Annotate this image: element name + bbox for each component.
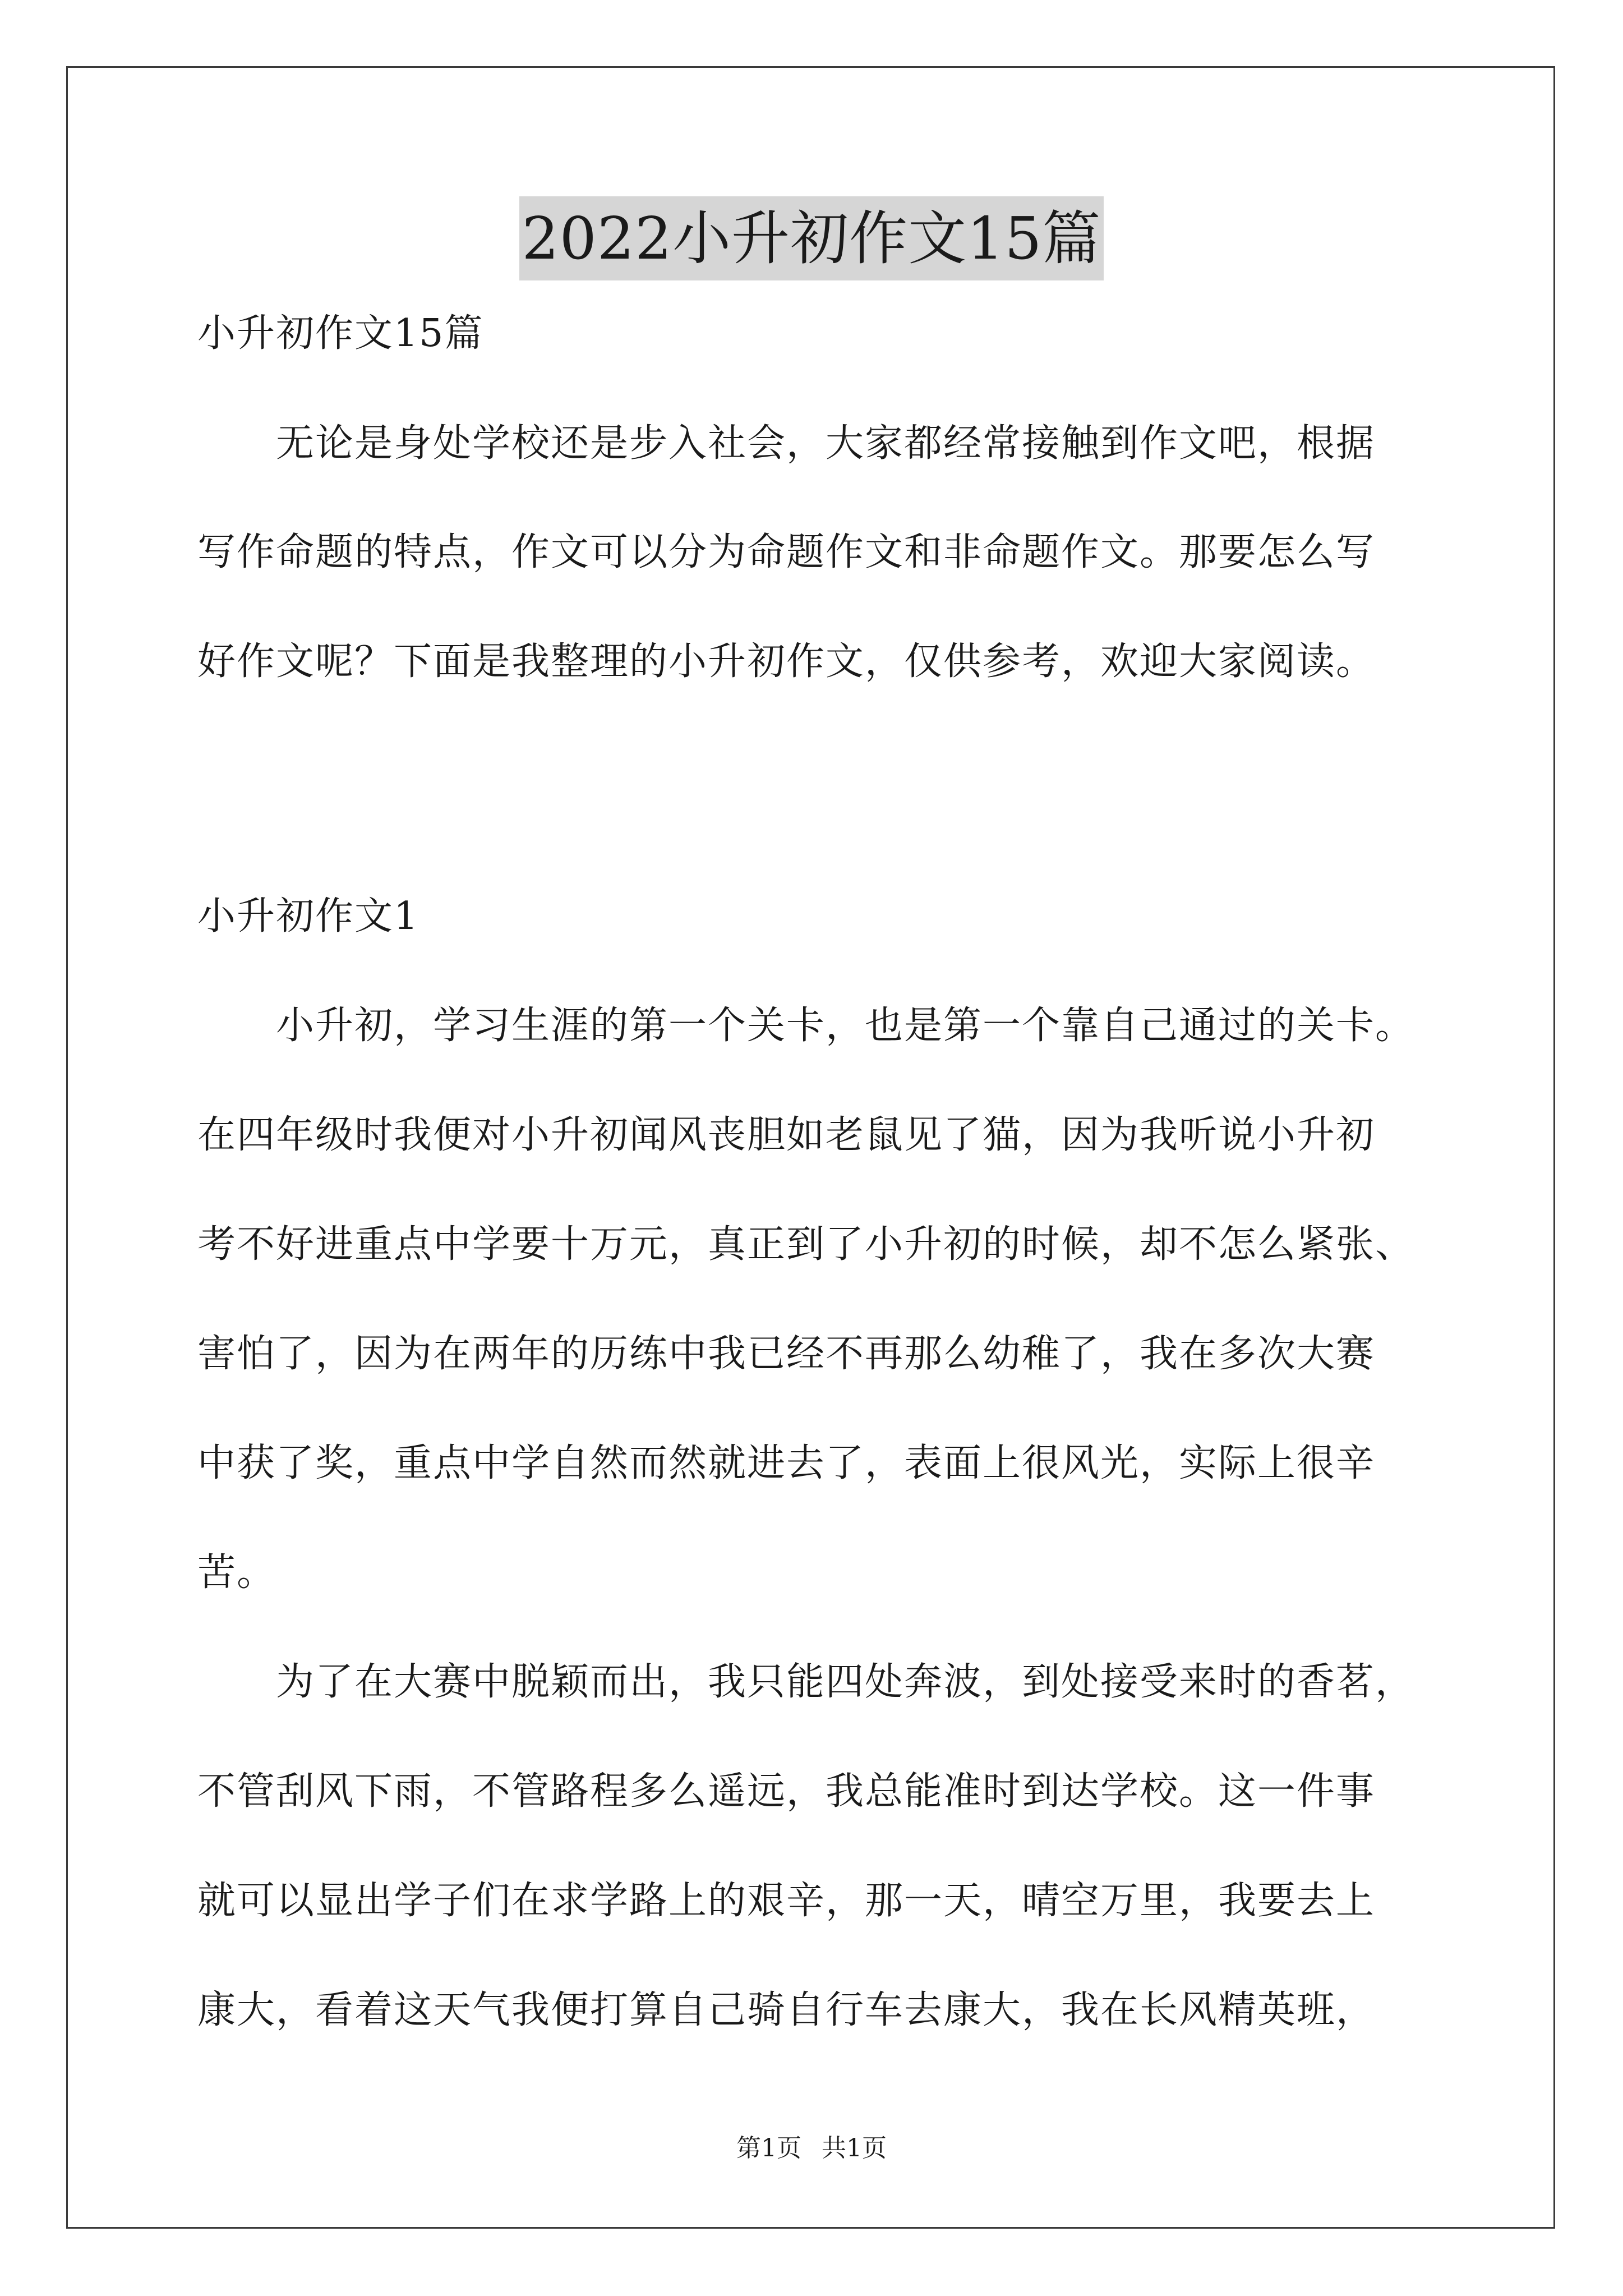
text-line: 无论是身处学校还是步入社会，大家都经常接触到作文吧，根据	[197, 421, 1376, 466]
text-line: 为了在大赛中脱颖而出，我只能四处奔波，到处接受来时的香茗，	[197, 1660, 1415, 1704]
page-number: 第1页	[736, 2134, 801, 2162]
text-line: 在四年级时我便对小升初闻风丧胆如老鼠见了猫，因为我听说小升初	[197, 1113, 1376, 1157]
text-line: 不管刮风下雨，不管路程多么遥远，我总能准时到达学校。这一件事	[197, 1769, 1376, 1814]
text-line: 考不好进重点中学要十万元，真正到了小升初的时候，却不怎么紧张、	[197, 1222, 1415, 1267]
page-total: 共1页	[822, 2134, 887, 2162]
text-line: 好作文呢？下面是我整理的小升初作文，仅供参考，欢迎大家阅读。	[197, 639, 1376, 684]
text-line: 小升初作文15篇	[197, 311, 484, 356]
text-line: 写作命题的特点，作文可以分为命题作文和非命题作文。那要怎么写	[197, 530, 1376, 574]
text-line: 小升初作文1	[197, 894, 419, 938]
document-title: 2022小升初作文15篇	[519, 196, 1103, 280]
text-line: 苦。	[197, 1550, 276, 1595]
text-line: 康大，看着这天气我便打算自己骑自行车去康大，我在长风精英班，	[197, 1988, 1376, 2032]
page-footer	[0, 2132, 1623, 2165]
text-line: 小升初，学习生涯的第一个关卡，也是第一个靠自己通过的关卡。	[197, 1004, 1415, 1048]
text-line: 害怕了，因为在两年的历练中我已经不再那么幼稚了，我在多次大赛	[197, 1332, 1376, 1376]
text-line: 中获了奖，重点中学自然而然就进去了，表面上很风光，实际上很辛	[197, 1441, 1376, 1485]
text-line: 就可以显出学子们在求学路上的艰辛，那一天，晴空万里，我要去上	[197, 1879, 1376, 1923]
title-container	[0, 196, 1623, 280]
